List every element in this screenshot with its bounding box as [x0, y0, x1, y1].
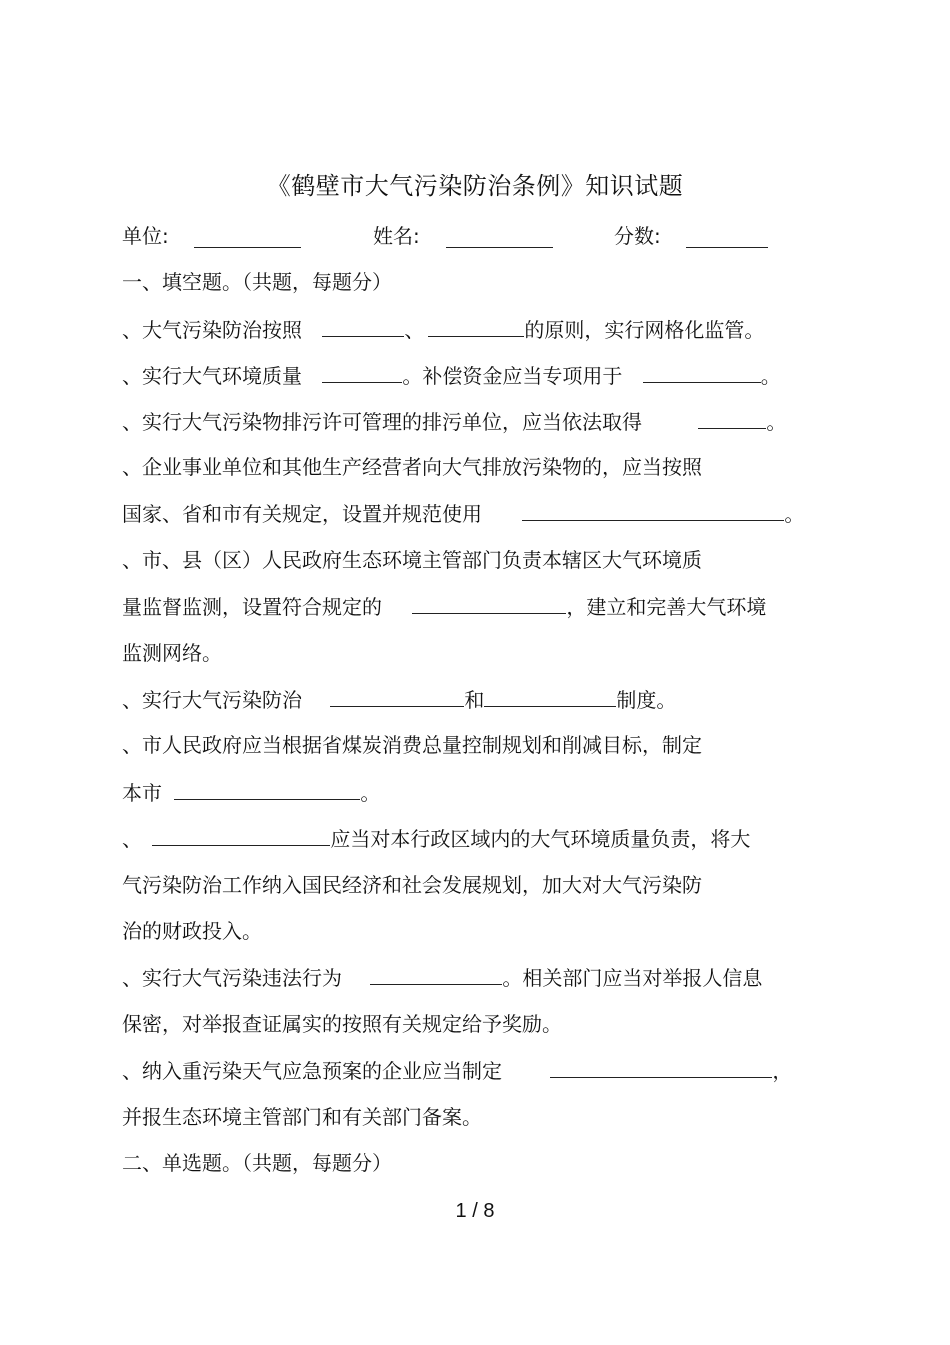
question-4-line-1: 、企业事业单位和其他生产经营者向大气排放污染物的，应当按照	[122, 455, 702, 479]
question-7-line-1: 、市人民政府应当根据省煤炭消费总量控制规划和削减目标，制定	[122, 733, 702, 757]
q10-suffix: ，	[772, 1059, 793, 1083]
q10-blank	[550, 1055, 772, 1078]
q3-suffix: 。	[766, 410, 787, 434]
q1-blank-1	[322, 314, 404, 337]
q6-blank-2	[484, 684, 616, 707]
q8-prefix: 、	[122, 827, 142, 851]
question-6	[122, 684, 676, 715]
document-title: 《鹤壁市大气污染防治条例》知识试题	[266, 172, 684, 200]
name-blank	[446, 246, 553, 248]
q5-blank	[412, 591, 566, 614]
question-5-line-2	[122, 591, 766, 622]
q2-blank-1	[322, 360, 402, 383]
section-heading-single-choice: 二、单选题。（共题，每题分）	[122, 1151, 392, 1175]
q8-line1-suffix: 应当对本行政区域内的大气环境质量负责，将大	[330, 827, 751, 851]
q5-line2-prefix: 量监督监测，设置符合规定的	[122, 595, 382, 619]
q7-blank	[174, 777, 360, 800]
q9-suffix: 。相关部门应当对举报人信息	[502, 966, 763, 990]
question-3	[122, 406, 786, 437]
q1-mid: 、	[404, 318, 425, 342]
question-9-line-2: 保密，对举报查证属实的按照有关规定给予奖励。	[122, 1012, 562, 1036]
score-label: 分数:	[614, 224, 661, 248]
unit-blank	[194, 246, 301, 248]
question-8-line-3: 治的财政投入。	[122, 919, 262, 943]
question-10-line-1	[122, 1055, 792, 1086]
q2-suffix: 。	[760, 364, 781, 388]
q5-line2-suffix: ，建立和完善大气环境	[566, 595, 767, 619]
question-8-line-2: 气污染防治工作纳入国民经济和社会发展规划，加大对大气污染防	[122, 873, 702, 897]
q4-line2: 国家、省和市有关规定，设置并规范使用	[122, 502, 482, 526]
question-5-line-3: 监测网络。	[122, 641, 222, 665]
section-heading-fill-in: 一、填空题。（共题，每题分）	[122, 270, 392, 294]
q6-suffix: 制度。	[616, 688, 677, 712]
q3-prefix: 、实行大气污染物排污许可管理的排污单位，应当依法取得	[122, 410, 642, 434]
q9-blank	[370, 962, 502, 985]
q6-mid: 和	[464, 688, 485, 712]
name-label: 姓名:	[373, 224, 420, 248]
q1-suffix: 的原则，实行网格化监管。	[524, 318, 765, 342]
question-5-line-1: 、市、县（区）人民政府生态环境主管部门负责本辖区大气环境质	[122, 548, 702, 572]
score-blank	[686, 246, 768, 248]
question-2	[122, 360, 781, 391]
q2-prefix: 、实行大气环境质量	[122, 364, 302, 388]
question-7-line-2	[122, 777, 380, 808]
question-9-line-1	[122, 962, 762, 993]
q6-blank-1	[330, 684, 464, 707]
question-1	[122, 314, 764, 345]
q2-blank-2	[643, 360, 761, 383]
q10-prefix: 、纳入重污染天气应急预案的企业应当制定	[122, 1059, 502, 1083]
q2-mid: 。补偿资金应当专项用于	[402, 364, 623, 388]
q4-blank	[522, 498, 784, 521]
unit-label: 单位:	[122, 224, 169, 248]
q4-suffix: 。	[784, 502, 805, 526]
q6-prefix: 、实行大气污染防治	[122, 688, 302, 712]
q8-blank	[152, 823, 330, 846]
q3-blank	[698, 406, 766, 429]
q7-line2-prefix: 本市	[122, 781, 162, 805]
q9-prefix: 、实行大气污染违法行为	[122, 966, 342, 990]
q1-prefix: 、大气污染防治按照	[122, 318, 302, 342]
question-8-line-1	[122, 823, 750, 854]
q7-suffix: 。	[360, 781, 381, 805]
q1-blank-2	[428, 314, 524, 337]
page-number: 1 / 8	[455, 1200, 495, 1222]
question-4-line-2	[122, 498, 804, 529]
question-10-line-2: 并报生态环境主管部门和有关部门备案。	[122, 1105, 482, 1129]
